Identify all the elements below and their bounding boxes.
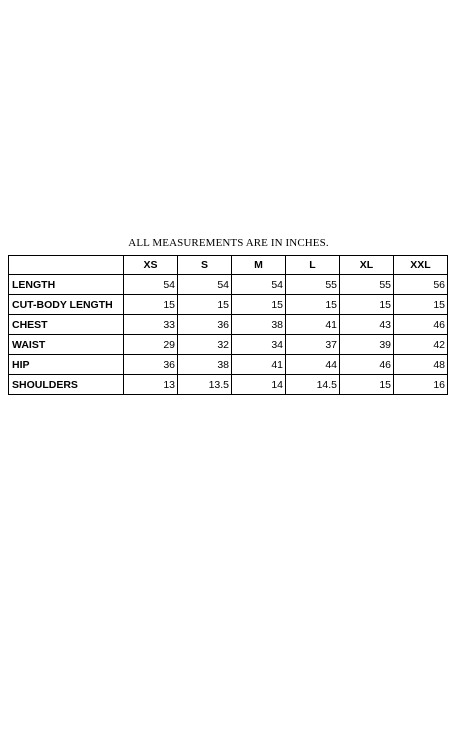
table-cell: 44 bbox=[286, 355, 340, 375]
row-label: LENGTH bbox=[9, 275, 124, 295]
table-row-hip bbox=[9, 355, 448, 375]
table-cell: 41 bbox=[286, 315, 340, 335]
table-cell: 29 bbox=[124, 335, 178, 355]
size-header-xs: XS bbox=[124, 256, 178, 275]
table-cell: 13 bbox=[124, 375, 178, 395]
table-cell: 34 bbox=[232, 335, 286, 355]
table-header-row bbox=[9, 256, 448, 275]
table-row-length bbox=[9, 275, 448, 295]
table-cell: 14.5 bbox=[286, 375, 340, 395]
size-header-s: S bbox=[178, 256, 232, 275]
table-cell: 54 bbox=[232, 275, 286, 295]
table-cell: 55 bbox=[286, 275, 340, 295]
measurement-caption: ALL MEASUREMENTS ARE IN INCHES. bbox=[128, 237, 329, 249]
table-cell: 54 bbox=[124, 275, 178, 295]
size-header-l: L bbox=[286, 256, 340, 275]
table-row-shoulders bbox=[9, 375, 448, 395]
table-cell: 15 bbox=[340, 295, 394, 315]
row-label: HIP bbox=[9, 355, 124, 375]
table-cell: 15 bbox=[178, 295, 232, 315]
size-header-m: M bbox=[232, 256, 286, 275]
table-cell: 48 bbox=[394, 355, 448, 375]
table-cell: 15 bbox=[340, 375, 394, 395]
table-cell: 43 bbox=[340, 315, 394, 335]
table-corner-cell bbox=[9, 256, 124, 275]
table-row-waist bbox=[9, 335, 448, 355]
size-chart-table bbox=[8, 255, 448, 395]
table-cell: 36 bbox=[124, 355, 178, 375]
table-cell: 46 bbox=[394, 315, 448, 335]
table-cell: 36 bbox=[178, 315, 232, 335]
table-row-cut-body-length bbox=[9, 295, 448, 315]
table-cell: 33 bbox=[124, 315, 178, 335]
table-cell: 37 bbox=[286, 335, 340, 355]
table-cell: 32 bbox=[178, 335, 232, 355]
table-cell: 42 bbox=[394, 335, 448, 355]
row-label: SHOULDERS bbox=[9, 375, 124, 395]
row-label: CHEST bbox=[9, 315, 124, 335]
table-cell: 39 bbox=[340, 335, 394, 355]
table-cell: 38 bbox=[232, 315, 286, 335]
table-cell: 38 bbox=[178, 355, 232, 375]
table-row-chest bbox=[9, 315, 448, 335]
table-cell: 41 bbox=[232, 355, 286, 375]
row-label: WAIST bbox=[9, 335, 124, 355]
table-cell: 15 bbox=[286, 295, 340, 315]
table-cell: 15 bbox=[232, 295, 286, 315]
table-cell: 54 bbox=[178, 275, 232, 295]
table-cell: 15 bbox=[394, 295, 448, 315]
row-label: CUT-BODY LENGTH bbox=[9, 295, 124, 315]
table-cell: 15 bbox=[124, 295, 178, 315]
size-header-xxl: XXL bbox=[394, 256, 448, 275]
table-cell: 13.5 bbox=[178, 375, 232, 395]
table-cell: 16 bbox=[394, 375, 448, 395]
size-header-xl: XL bbox=[340, 256, 394, 275]
table-cell: 56 bbox=[394, 275, 448, 295]
table-cell: 55 bbox=[340, 275, 394, 295]
table-cell: 14 bbox=[232, 375, 286, 395]
table-cell: 46 bbox=[340, 355, 394, 375]
